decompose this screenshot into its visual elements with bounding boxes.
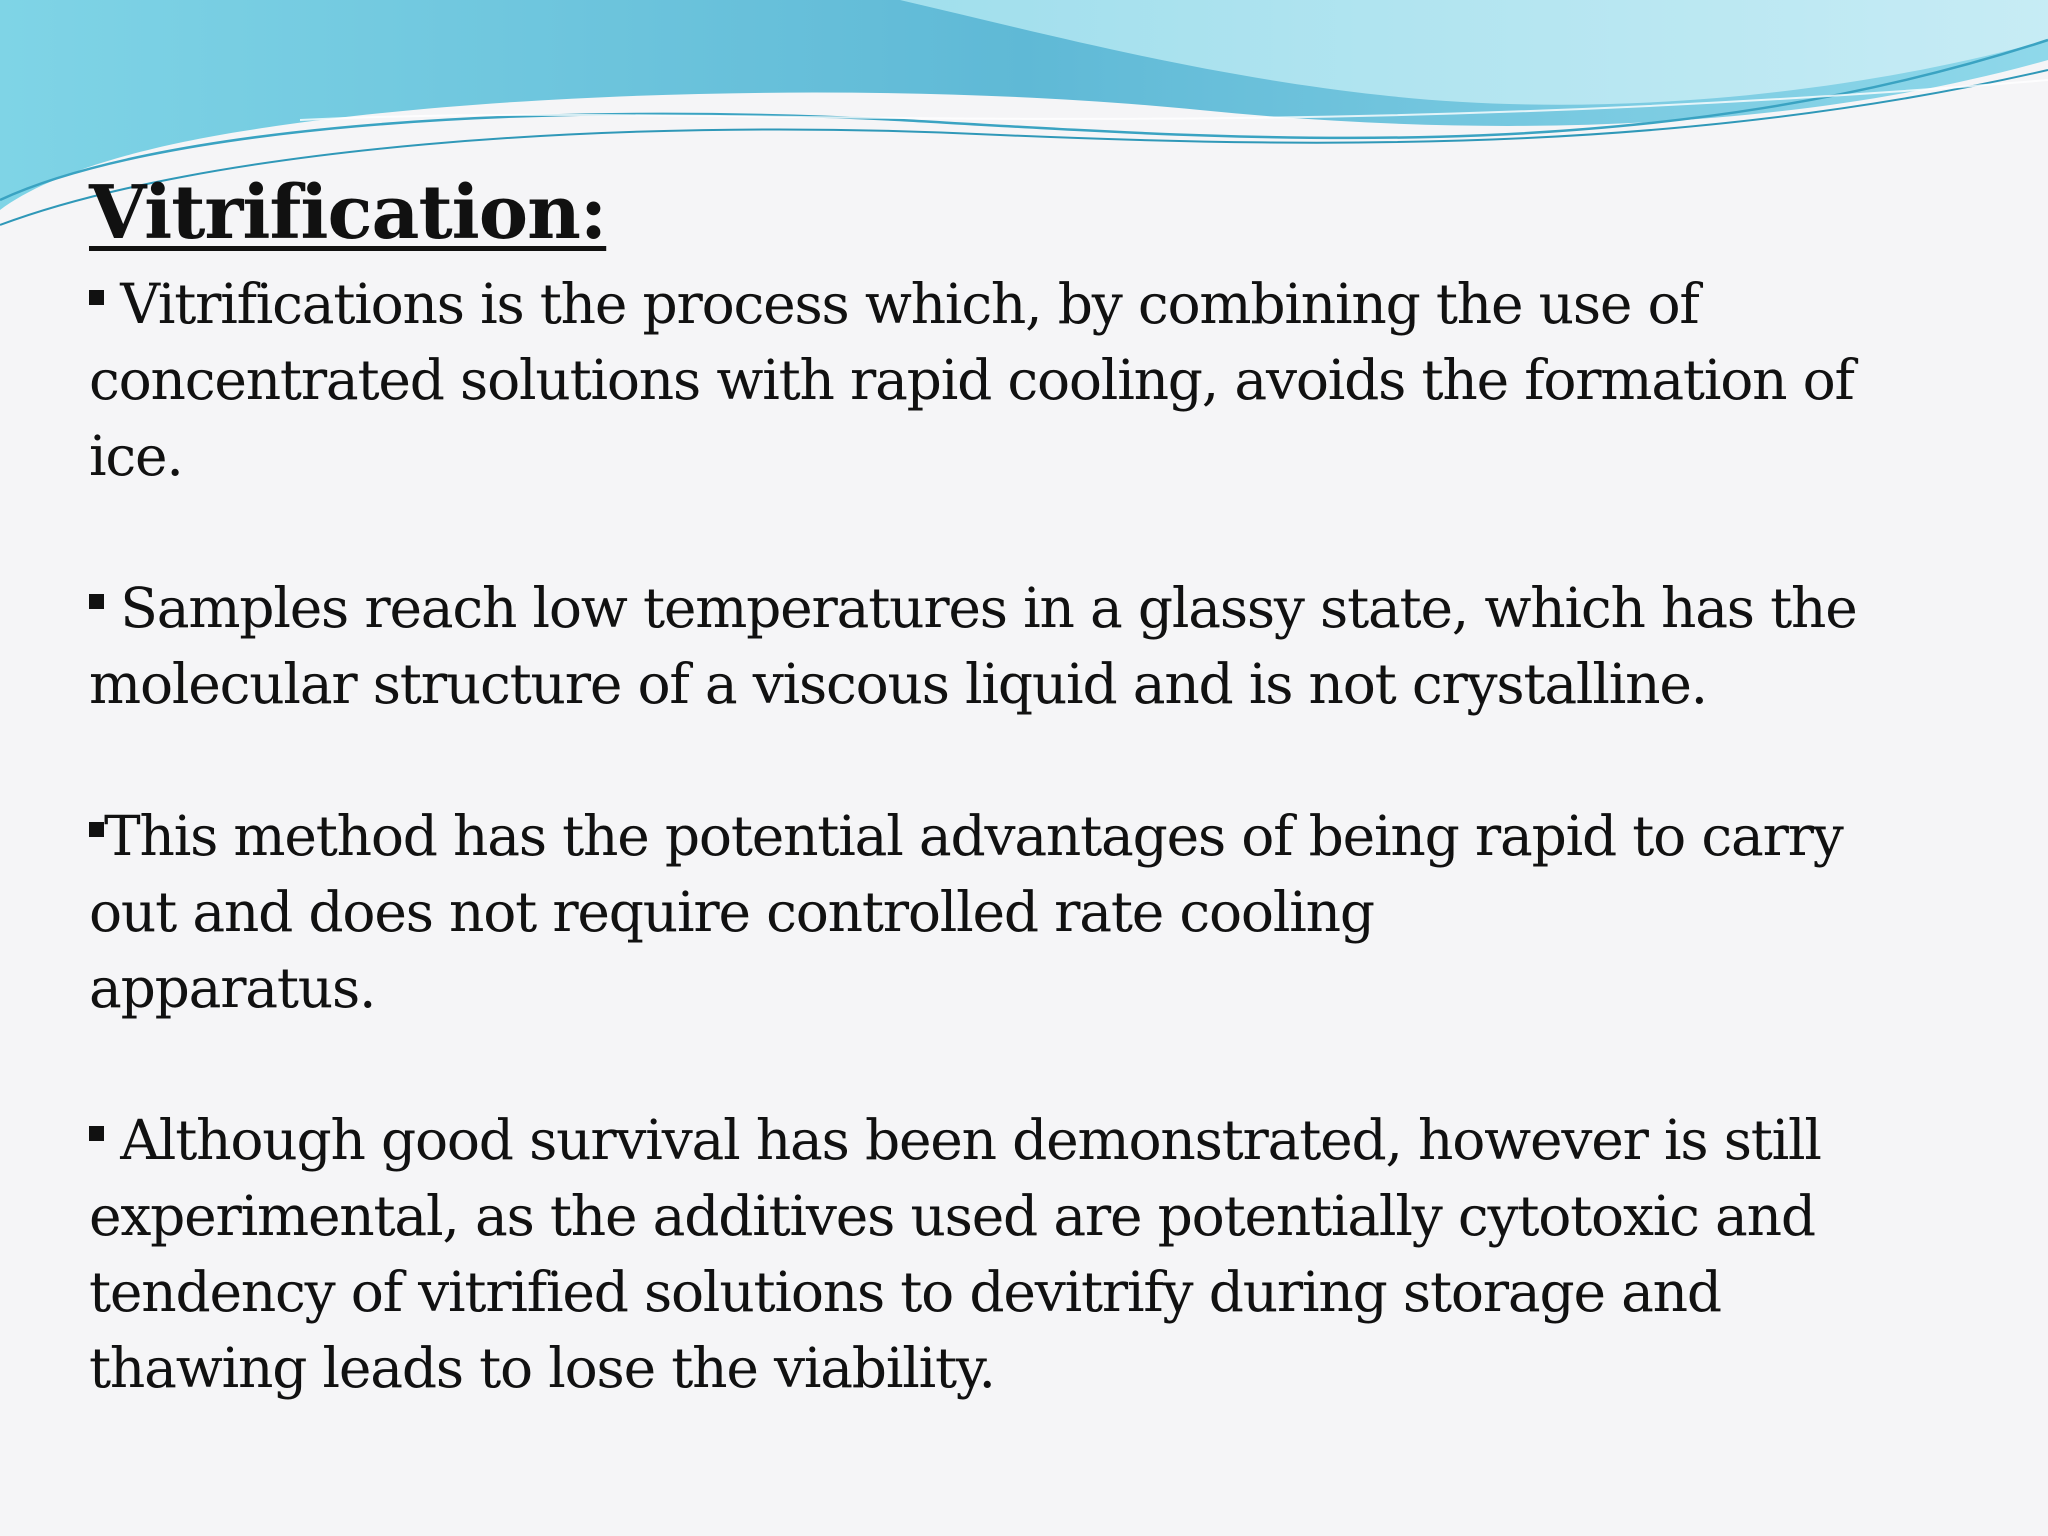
- paragraph-line: ice.: [89, 424, 183, 488]
- paragraph-line: [89, 570, 1989, 646]
- line-text: Although good survival has been demonstrated, however is still: [104, 1108, 1821, 1172]
- line-text: This method has the potential advantages of being rapid to carry: [104, 804, 1843, 868]
- bullet-paragraph-3: [89, 798, 1989, 1026]
- square-bullet-icon: [89, 594, 104, 609]
- slide-title: Vitrification:: [89, 170, 607, 256]
- paragraph-line: out and does not require controlled rate cooling: [89, 880, 1374, 944]
- line-text: Vitrifications is the process which, by combining the use of: [104, 272, 1699, 336]
- paragraph-line: [89, 798, 1989, 874]
- paragraph-line: apparatus.: [89, 956, 376, 1020]
- paragraph-line: thawing leads to lose the viability.: [89, 1336, 995, 1400]
- paragraph-line: molecular structure of a viscous liquid and is not crystalline.: [89, 652, 1707, 716]
- bullet-paragraph-1: [89, 266, 1989, 494]
- square-bullet-icon: [89, 822, 104, 837]
- bullet-paragraph-4: [89, 1102, 1989, 1406]
- paragraph-line: concentrated solutions with rapid cooling, avoids the formation of: [89, 348, 1854, 412]
- slide-content: [89, 170, 1989, 1482]
- square-bullet-icon: [89, 290, 104, 305]
- square-bullet-icon: [89, 1126, 104, 1141]
- line-text: Samples reach low temperatures in a glassy state, which has the: [104, 576, 1857, 640]
- paragraph-line: [89, 266, 1989, 342]
- paragraph-line: tendency of vitrified solutions to devitrify during storage and: [89, 1260, 1721, 1324]
- paragraph-line: [89, 1102, 1989, 1178]
- bullet-paragraph-2: [89, 570, 1989, 722]
- paragraph-line: experimental, as the additives used are potentially cytotoxic and: [89, 1184, 1815, 1248]
